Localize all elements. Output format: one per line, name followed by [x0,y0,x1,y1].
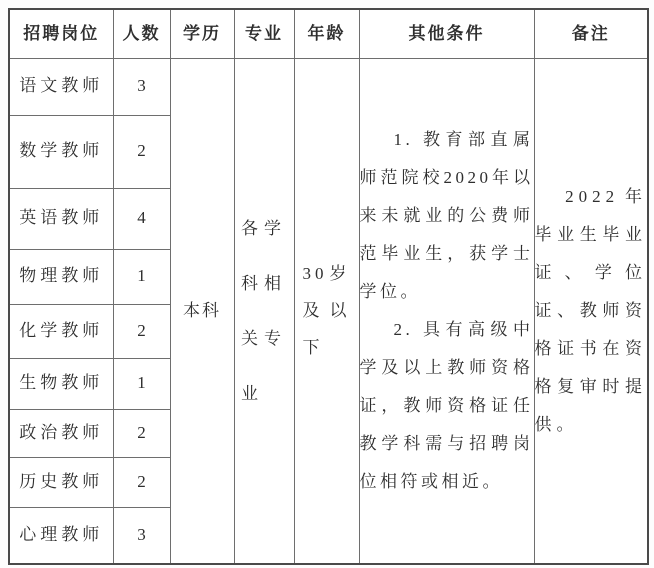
position-cell: 生物教师 [9,358,113,409]
header-row [9,9,648,58]
age-text: 30岁及以下 [302,264,351,358]
position-cell: 化学教师 [9,304,113,358]
other-conditions-item-1: 1. 教育部直属师范院校2020年以来未就业的公费师范毕业生，获学士学位。 [359,129,534,301]
column-header-position: 招聘岗位 [9,9,113,58]
count-cell: 2 [113,304,170,358]
position-cell: 历史教师 [9,457,113,507]
count-cell: 2 [113,409,170,457]
column-header-major: 专业 [234,9,294,58]
recruitment-table [8,8,649,565]
column-header-age: 年龄 [294,9,359,58]
position-cell: 数学教师 [9,115,113,188]
table-row [9,58,648,115]
column-header-count: 人数 [113,9,170,58]
position-cell: 政治教师 [9,409,113,457]
age-merged-cell [294,58,359,564]
count-cell: 1 [113,249,170,304]
remarks-merged-cell [534,58,648,564]
count-cell: 1 [113,358,170,409]
position-cell: 语文教师 [9,58,113,115]
count-cell: 4 [113,188,170,249]
column-header-other-conditions: 其他条件 [359,9,534,58]
remarks-text: 2022年毕业生毕业证、学位证、教师资格证书在资格复审时提供。 [534,186,647,434]
position-cell: 心理教师 [9,507,113,564]
column-header-remarks: 备注 [534,9,648,58]
education-merged-cell: 本科 [170,58,234,564]
major-text: 各学科相关专业 [241,218,287,403]
position-cell: 物理教师 [9,249,113,304]
major-merged-cell [234,58,294,564]
count-cell: 2 [113,457,170,507]
position-cell: 英语教师 [9,188,113,249]
column-header-education: 学历 [170,9,234,58]
other-conditions-item-2: 2. 具有高级中学及以上教师资格证，教师资格证任教学科需与招聘岗位相符或相近。 [359,319,534,491]
count-cell: 3 [113,58,170,115]
count-cell: 2 [113,115,170,188]
other-conditions-merged-cell [359,58,534,564]
count-cell: 3 [113,507,170,564]
